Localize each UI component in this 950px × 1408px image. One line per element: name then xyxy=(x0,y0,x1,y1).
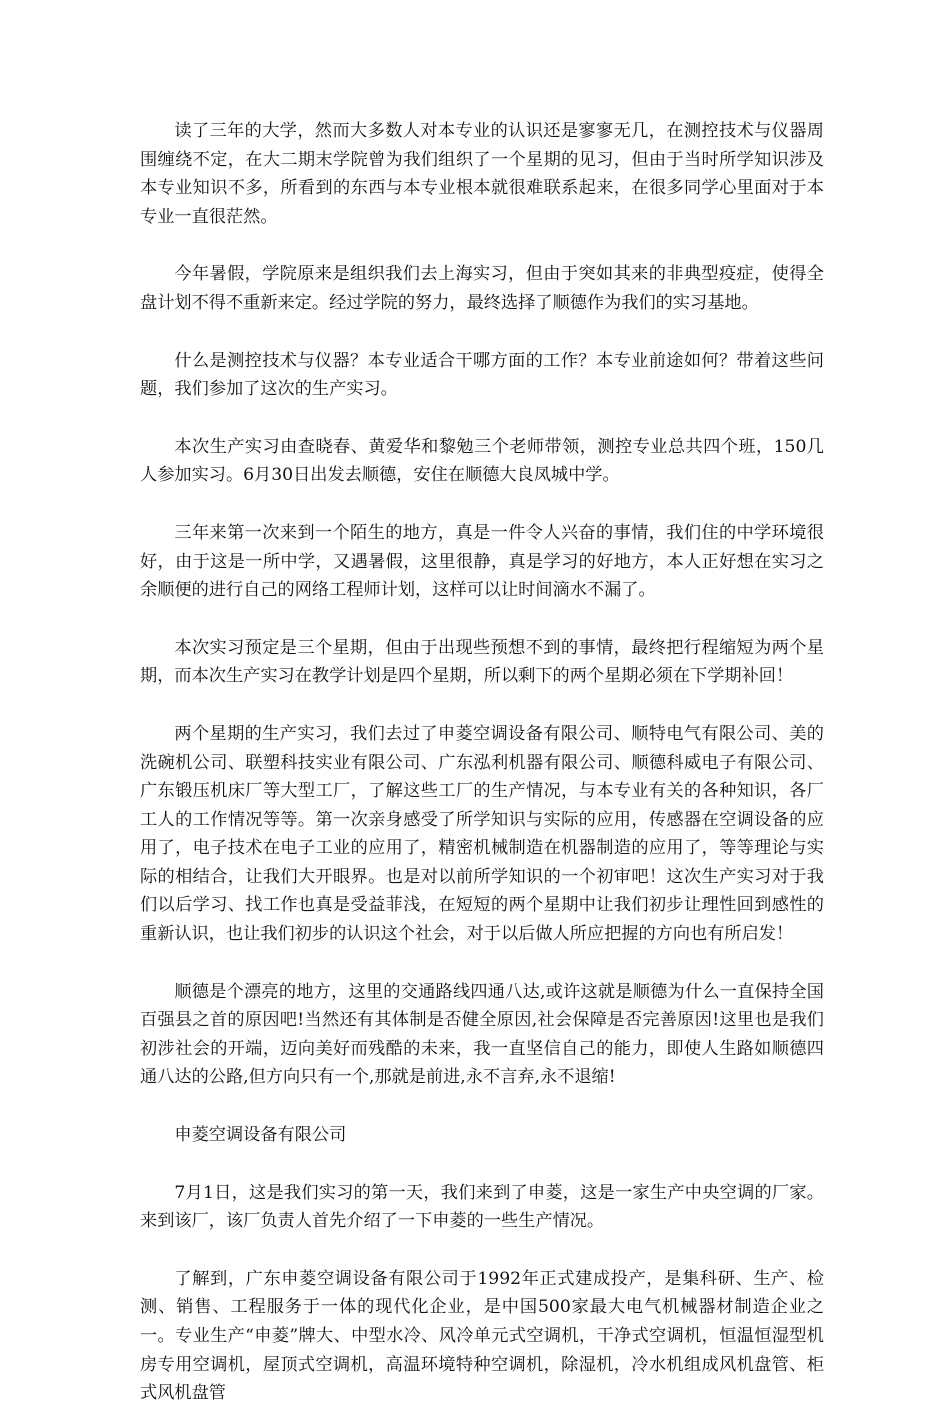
paragraph-july-first: 7月1日，这是我们实习的第一天，我们来到了申菱，这是一家生产中央空调的厂家。来到该厂，该厂负责人首先介绍了一下申菱的一些生产情况。 xyxy=(140,1182,824,1232)
paragraph-questions: 什么是测控技术与仪器？本专业适合干哪方面的工作？本专业前途如何？带着这些问题，我们参加了这次的生产实习。 xyxy=(140,350,824,400)
paragraph-intro: 读了三年的大学，然而大多数人对本专业的认识还是寥寥无几，在测控技术与仪器周围缠绕不定，在大二期末学院曾为我们组织了一个星期的见习，但由于当时所学知识涉及本专业知识不多，所看到的东西与本专业根本就很难联系起来，在很多同学心里面对于本专业一直很茫然。 xyxy=(140,121,824,227)
paragraph-schedule: 本次实习预定是三个星期，但由于出现些预想不到的事情，最终把行程缩短为两个星期，而本次生产实习在教学计划是四个星期，所以剩下的两个星期必须在下学期补回！ xyxy=(140,637,824,687)
paragraph-teachers: 本次生产实习由查晓春、黄爱华和黎勉三个老师带领，测控专业总共四个班，150几人参加实习。6月30日出发去顺德，安住在顺德大良凤城中学。 xyxy=(140,436,824,486)
paragraph-summer-plan: 今年暑假，学院原来是组织我们去上海实习，但由于突如其来的非典型疫症，使得全盘计划不得不重新来定。经过学院的努力，最终选择了顺德作为我们的实习基地。 xyxy=(140,264,824,313)
paragraph-company-info: 了解到，广东申菱空调设备有限公司于1992年正式建成投产，是集科研、生产、检测、销售、工程服务于一体的现代化企业，是中国500家最大电气机械器材制造企业之一。专业生产“申菱”牌大、中型水冷、风冷单元式空调机，干净式空调机，恒温恒湿型机房专用空调机，屋顶式空调机，高温环境特种空调机，除湿机，冷水机组成风机盘管、柜式风机盘管 xyxy=(140,1268,824,1404)
document-page xyxy=(140,117,824,1408)
paragraph-shunde: 顺德是个漂亮的地方，这里的交通路线四通八达,或许这就是顺德为什么一直保持全国百强县之首的原因吧!当然还有其体制是否健全原因,社会保障是否完善原因!这里也是我们初涉社会的开端，迈向美好而残酷的未来，我一直坚信自己的能力，即使人生路如顺德四通八达的公路,但方向只有一个,那就是前进,永不言弃,永不退缩! xyxy=(140,981,824,1088)
paragraph-first-time: 三年来第一次来到一个陌生的地方，真是一件令人兴奋的事情，我们住的中学环境很好，由于这是一所中学，又遇暑假，这里很静，真是学习的好地方，本人正好想在实习之余顺便的进行自己的网络工程师计划，这样可以让时间滴水不漏了。 xyxy=(140,522,824,601)
section-heading-shenling: 申菱空调设备有限公司 xyxy=(174,1125,347,1146)
paragraph-companies: 两个星期的生产实习，我们去过了申菱空调设备有限公司、顺特电气有限公司、美的洗碗机公司、联塑科技实业有限公司、广东泓利机器有限公司、顺德科威电子有限公司、广东锻压机床厂等大型工厂，了解这些工厂的生产情况，与本专业有关的各种知识，各厂工人的工作情况等等。第一次亲身感受了所学知识与实际的应用，传感器在空调设备的应用了，电子技术在电子工业的应用了，精密机械制造在机器制造的应用了，等等理论与实际的相结合，让我们大开眼界。也是对以前所学知识的一个初审吧！这次生产实习对于我们以后学习、找工作也真是受益菲浅，在短短的两个星期中让我们初步让理性回到感性的重新认识，也让我们初步的认识这个社会，对于以后做人所应把握的方向也有所启发！ xyxy=(140,723,824,945)
